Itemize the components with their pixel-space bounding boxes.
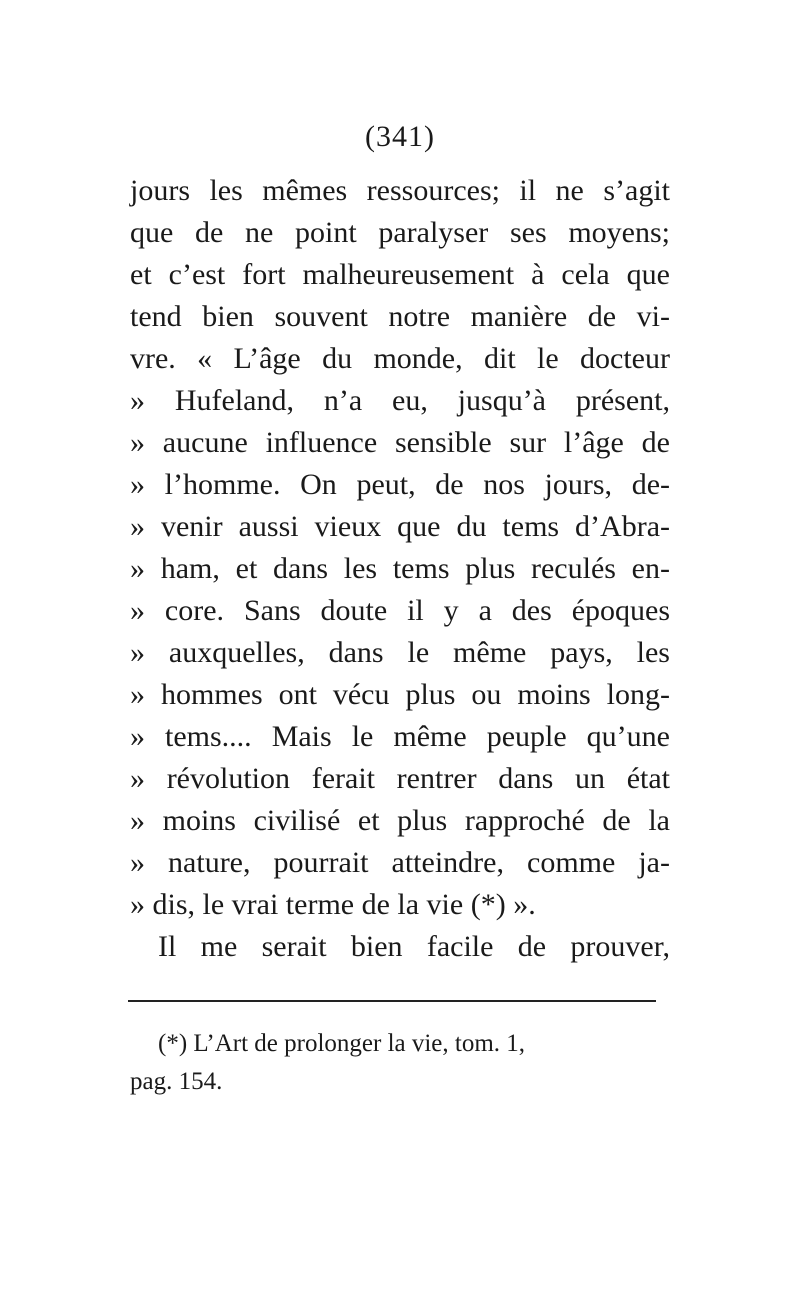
text-line: » dis, le vrai terme de la vie (*) ». (130, 888, 536, 921)
text-line: » tems.... Mais le même peuple qu’une (130, 720, 670, 753)
text-line: » nature, pourrait atteindre, comme ja- (130, 846, 670, 879)
text-line: Il me serait bien facile de prouver, (158, 930, 670, 963)
footnote-separator (128, 1000, 656, 1002)
text-line: » core. Sans doute il y a des époques (130, 594, 670, 627)
text-line: » Hufeland, n’a eu, jusqu’à présent, (130, 384, 670, 417)
footnote-line: (*) L’Art de prolonger la vie, tom. 1, (158, 1030, 526, 1057)
text-line: » ham, et dans les tems plus reculés en- (130, 552, 670, 585)
page-number: (341) (365, 120, 435, 153)
footnote-line: pag. 154. (130, 1068, 223, 1095)
text-line: » aucune influence sensible sur l’âge de (130, 426, 670, 459)
text-line: » auxquelles, dans le même pays, les (130, 636, 670, 669)
text-line: que de ne point paralyser ses moyens; (130, 216, 670, 249)
text-line: » hommes ont vécu plus ou moins long- (130, 678, 670, 711)
text-line: tend bien souvent notre manière de vi- (130, 300, 670, 333)
text-line: et c’est fort malheureusement à cela que (130, 258, 670, 291)
text-line: » venir aussi vieux que du tems d’Abra- (130, 510, 670, 543)
main-text (130, 170, 670, 968)
footnote (130, 1025, 660, 1101)
text-line: » révolution ferait rentrer dans un état (130, 762, 670, 795)
text-line: jours les mêmes ressources; il ne s’agit (130, 174, 670, 207)
text-line: » moins civilisé et plus rapproché de la (130, 804, 670, 837)
text-line: vre. « L’âge du monde, dit le docteur (130, 342, 670, 375)
text-line: » l’homme. On peut, de nos jours, de- (130, 468, 670, 501)
